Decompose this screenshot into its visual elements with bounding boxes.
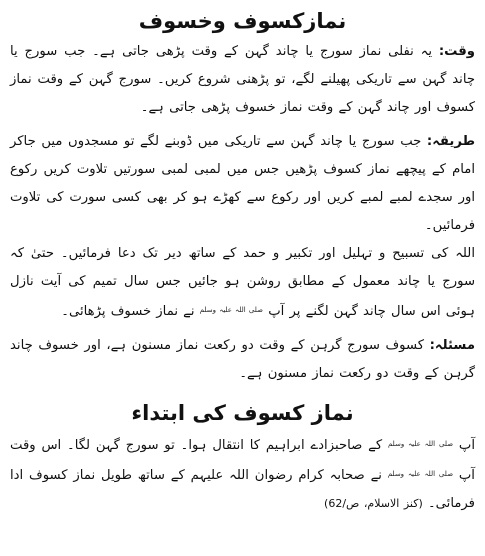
section-title-kusuf-khusuf: نمازکسوف وخسوف — [138, 9, 347, 33]
origin-text-middle: کے صاحبزادے ابراہیم کا انتقال ہوا۔ تو سورج گہن لگا۔ اس وقت آپ — [10, 438, 475, 483]
origin-text-start: آپ — [458, 438, 475, 453]
origin-text-end: نے صحابہ کرام رضوان اللہ علیہم کے ساتھ طویل نماز کسوف ادا فرمائی۔ — [10, 468, 475, 511]
method-label: طریقہ: — [426, 134, 475, 149]
paragraph-tasbih — [10, 240, 475, 326]
time-text: یہ نفلی نماز سورج یا چاند گہن کے وقت پڑھی جاتی ہے۔ جب سورج یا چاند گہن سے تاریکی پھیلنے لگے، تو پڑھنی شروع کریں۔ سورج گہن کے وقت نماز کسوف اور چاند گہن کے وقت نماز خسوف پڑھی جاتی ہے۔ — [10, 44, 475, 115]
issue-text: کسوف سورج گرہن کے وقت دو رکعت نماز مسنون ہے، اور خسوف چاند گرہن کے وقت دو رکعت نماز مسنون ہے۔ — [10, 338, 475, 381]
section-title-origin: نماز کسوف کی ابتداء — [131, 401, 354, 425]
tasbih-text-end: نے نماز خسوف پڑھائی۔ — [61, 304, 195, 319]
paragraph-origin — [10, 430, 475, 518]
honorific-symbol: صلی اللہ علیہ وسلم — [388, 440, 454, 448]
paragraph-method — [10, 128, 475, 240]
paragraph-time — [10, 38, 475, 122]
tasbih-text: اللہ کی تسبیح و تہلیل اور تکبیر و حمد کے ساتھ دیر تک دعا فرمائیں۔ حتیٰ کہ سورج یا چاند معمول کے مطابق روشن ہو جائیں جس سال تمیم کی آیت نازل ہوئی اس سال چاند گہن لگنے پر آپ — [10, 246, 475, 319]
issue-label: مسئلہ: — [429, 338, 475, 353]
method-text: جب سورج یا چاند گہن سے تاریکی میں ڈوبنے لگے تو مسجدوں میں جاکر امام کے پیچھے نماز کسوف پڑھیں جس میں لمبی لمبی سورتیں تلاوت کریں رکوع اور سجدے لمبے لمبے کریں اور رکوع سے کھڑے ہو کر بھی کسی سورت کی تلاوت فرمائیں۔ — [10, 134, 475, 233]
citation: (کنز الاسلام، ص/62) — [324, 497, 423, 510]
time-label: وقت: — [438, 44, 475, 59]
paragraph-issue — [10, 332, 475, 388]
honorific-symbol: صلی اللہ علیہ وسلم — [199, 306, 263, 314]
honorific-symbol: صلی اللہ علیہ وسلم — [387, 470, 454, 478]
